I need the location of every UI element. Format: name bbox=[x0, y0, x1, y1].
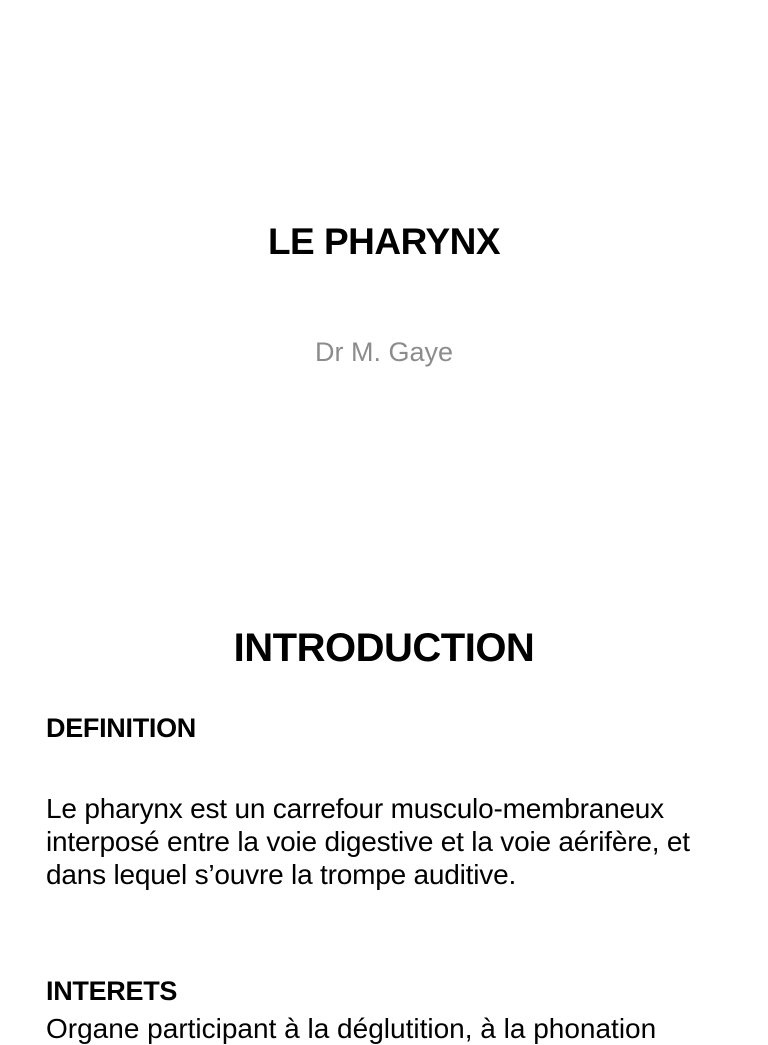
slide-heading: INTRODUCTION bbox=[233, 626, 535, 670]
definition-text: Le pharynx est un carrefour musculo-membraneux interposé entre la voie digestive et la voie aérifère, et dans lequel s’ouvre la trompe auditive. bbox=[46, 793, 690, 890]
interets-heading: INTERETS bbox=[46, 976, 178, 1006]
interets-text: Organe participant à la déglutition, à la phonation bbox=[46, 1013, 657, 1044]
slide-title: LE PHARYNX bbox=[267, 221, 501, 262]
definition-heading: DEFINITION bbox=[46, 713, 196, 743]
slide-subtitle-author: Dr M. Gaye bbox=[314, 337, 454, 367]
introduction-slide bbox=[0, 576, 768, 1044]
